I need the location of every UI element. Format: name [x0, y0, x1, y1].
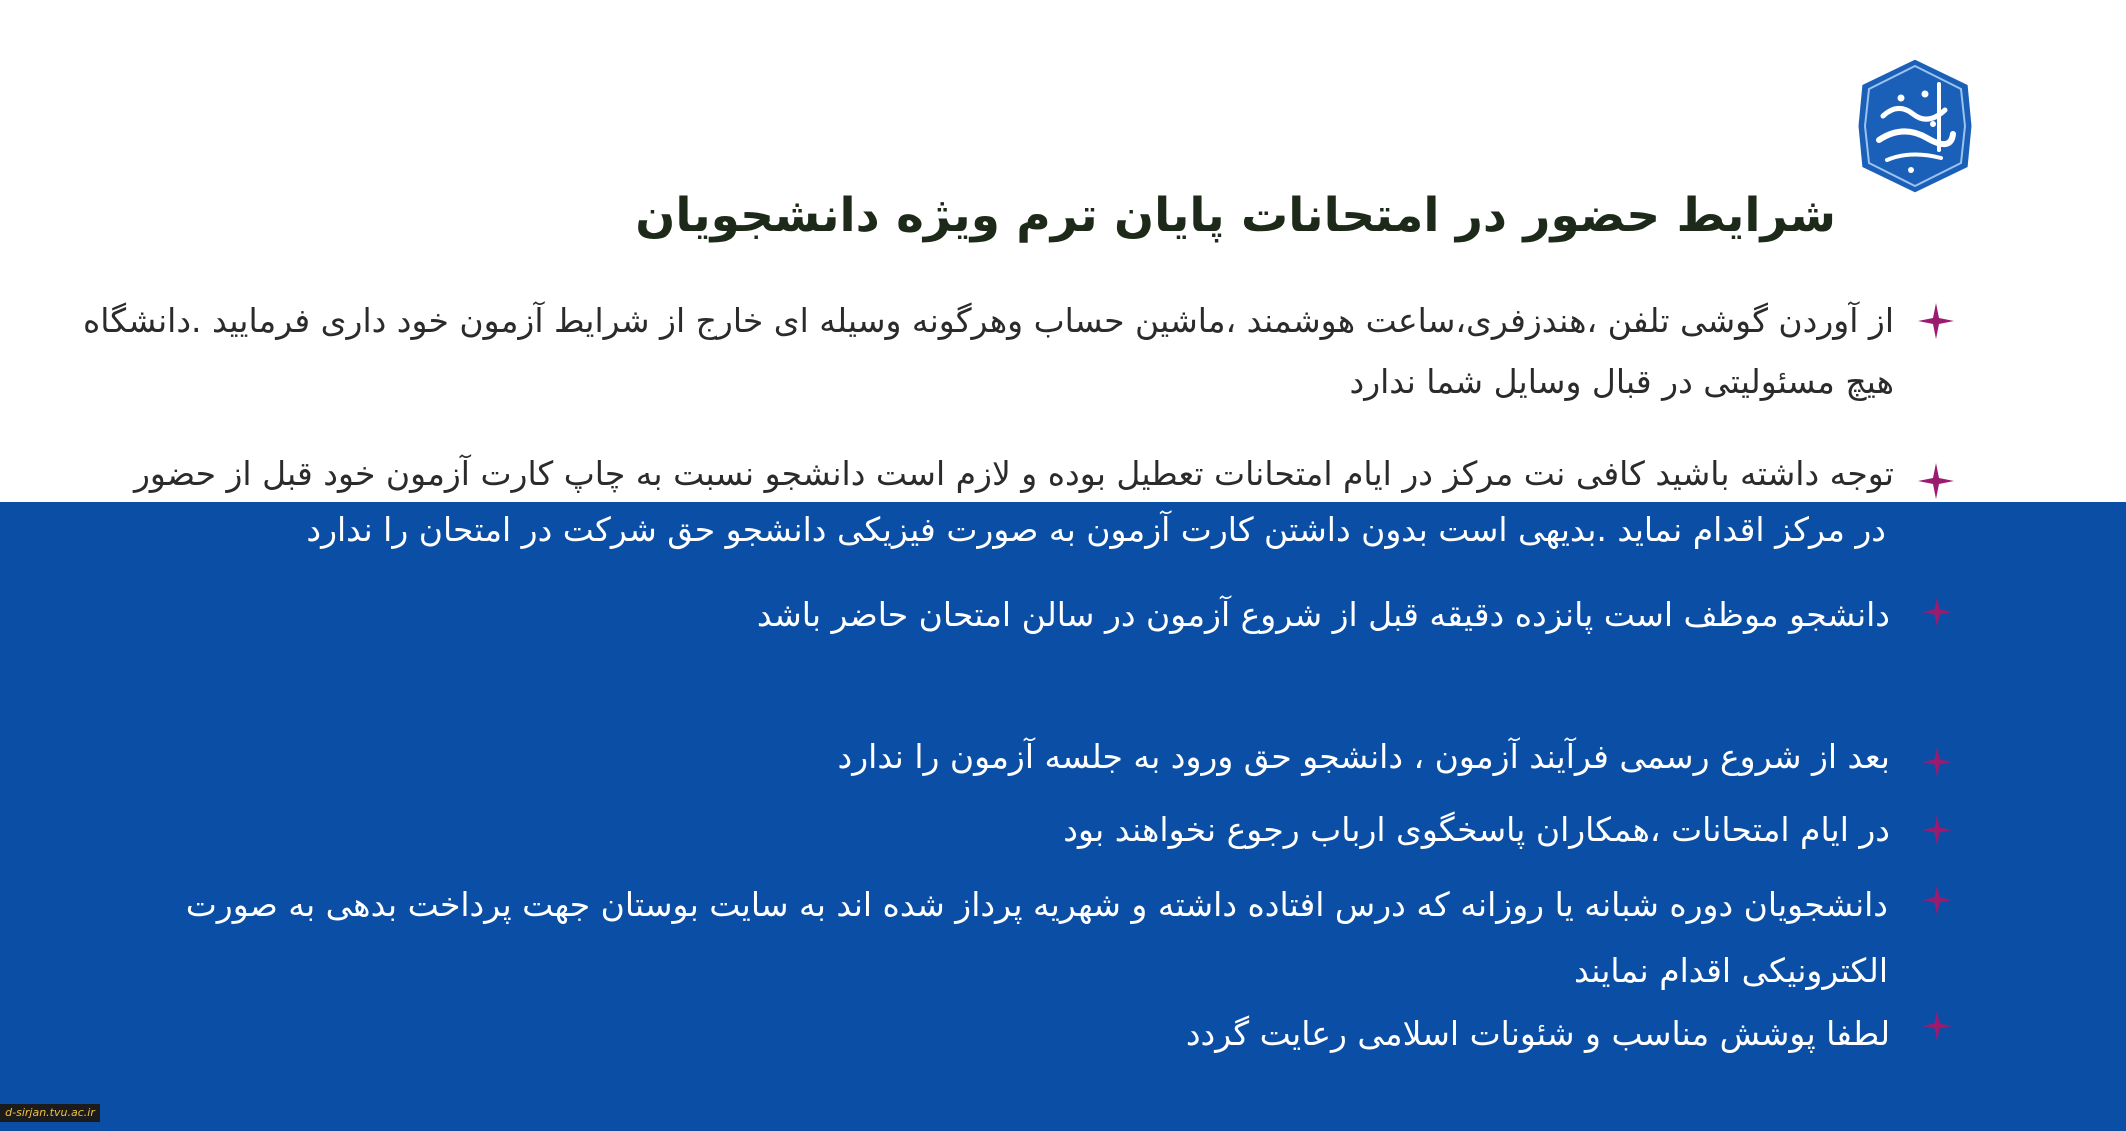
bullet-item-3	[757, 582, 1890, 648]
four-point-star-icon	[1921, 884, 1953, 916]
four-point-star-icon	[1921, 746, 1953, 778]
bullet-item-7	[1186, 1001, 1890, 1067]
bullet-text-1: از آوردن گوشی تلفن ،هندزفری،ساعت هوشمند ،ماشین حساب وهرگونه وسیله ای خارج از شرایط آزمون خود داری فرمایید .دانشگاه هیچ مسئولیتی در قبال وسایل شما ندارد	[82, 301, 1894, 401]
bullet-text-2-continuation: در مرکز اقدام نماید .بدیهی است بدون داشتن کارت آزمون به صورت فیزیکی دانشجو حق شرکت در امتحان را ندارد	[306, 510, 1886, 549]
four-point-star-icon	[1917, 462, 1955, 500]
four-point-star-icon	[1921, 1010, 1953, 1042]
website-tag: d-sirjan.tvu.ac.ir	[0, 1104, 100, 1122]
bullet-text-5: در ایام امتحانات ،همکاران پاسخگوی ارباب رجوع نخواهند بود	[1063, 810, 1890, 849]
bullet-text-7: لطفا پوشش مناسب و شئونات اسلامی رعایت گردد	[1185, 1014, 1890, 1053]
bullet-item-6	[186, 872, 1888, 1004]
slide-top-background	[0, 0, 2126, 502]
four-point-star-icon	[1921, 814, 1953, 846]
university-emblem-icon	[1853, 54, 1977, 198]
bullet-item-5	[1063, 797, 1890, 863]
bullet-item-2-continuation	[306, 497, 1886, 563]
bullet-text-2: توجه داشته باشید کافی نت مرکز در ایام امتحانات تعطیل بوده و لازم است دانشجو نسبت به چاپ کارت آزمون خود قبل از حضور	[133, 454, 1894, 493]
bullet-text-6: دانشجویان دوره شبانه یا روزانه که درس افتاده داشته و شهریه پرداز شده اند به سایت بوستان جهت پرداخت بدهی به صورت الکترونیکی اقدام نمایند	[185, 885, 1888, 990]
page-title: شرایط حضور در امتحانات پایان ترم ویژه دانشجویان	[635, 188, 1836, 243]
bullet-item-2	[134, 443, 1894, 504]
bullet-text-4: بعد از شروع رسمی فرآیند آزمون ، دانشجو حق ورود به جلسه آزمون را ندارد	[837, 737, 1890, 776]
four-point-star-icon	[1921, 596, 1953, 628]
bullet-text-3: دانشجو موظف است پانزده دقیقه قبل از شروع آزمون در سالن امتحان حاضر باشد	[756, 595, 1890, 634]
bullet-item-1	[83, 290, 1894, 412]
four-point-star-icon	[1917, 302, 1955, 340]
bullet-item-4	[838, 724, 1890, 790]
